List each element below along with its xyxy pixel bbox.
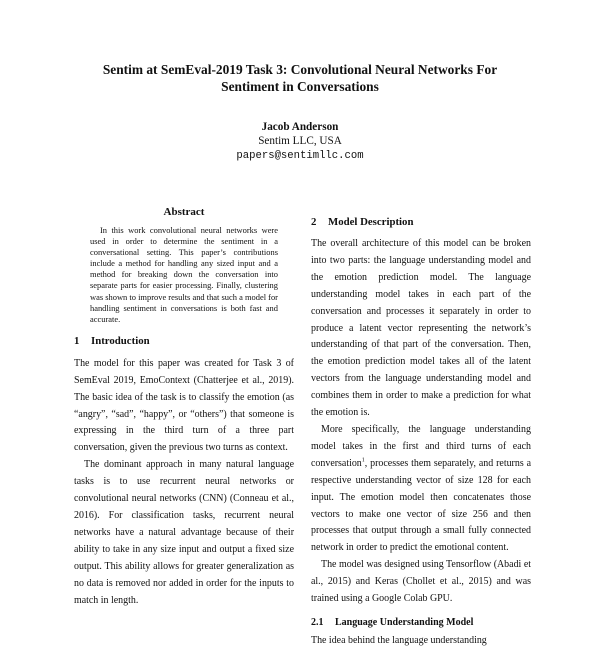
paper-title: [40, 61, 560, 95]
author-email: papers@sentimllc.com: [236, 149, 364, 162]
model-paragraph-2: [311, 422, 531, 557]
subsection-title: Language Understanding Model: [335, 616, 474, 628]
subsection-heading-language-understanding: [311, 616, 531, 629]
model-paragraph-2-text-b: , processes them separately, and returns a respective understanding vector of size 128 for each input. The emotion model then concatenates those vectors to make one vector of size 256 and then processes that output through a small fully connected network in order to predict the emotional content.: [311, 457, 531, 554]
paper-title-line-1: Sentim at SemEval-2019 Task 3: Convolutional Neural Networks For: [102, 62, 498, 77]
section-title: Introduction: [91, 334, 150, 347]
subsection-paragraph: The idea behind the language understanding: [311, 634, 487, 646]
intro-paragraph-2: The dominant approach in many natural language tasks is to use recurrent neural networks or convolutional neural networks (CNN) (Conneau et al., 2016). For classification tasks, recurrent neural networks have a natural advantage because of their ability to take in any size input and output a fixed size output. This ability allows for greater generalization as no data is removed nor added in order for the inputs to match in length.: [74, 459, 294, 606]
model-paragraph-1: The overall architecture of this model can be broken into two parts: the language understanding model and the emotion prediction model. The language understanding model takes in each part of the conversation and processes it separately in order to produce a latent vector representing the network’s understanding of that part of the conversation. Then, the emotion prediction model takes all of the latent vectors from the language understanding model and combines them in order to make a prediction for what the emotion is.: [311, 238, 531, 419]
right-column: [311, 205, 531, 650]
author-block: [40, 120, 560, 163]
footnote-marker: 1: [361, 457, 365, 464]
author-affiliation: Sentim LLC, USA: [258, 135, 342, 148]
model-paragraph-3: The model was designed using Tensorflow (Abadi et al., 2015) and Keras (Chollet et al., 2015) and was trained using a Google Colab GPU.: [311, 559, 531, 605]
section-number: 2: [311, 216, 317, 228]
author-name: Jacob Anderson: [261, 121, 339, 133]
section-title: Model Description: [328, 216, 414, 228]
intro-paragraph-1: The model for this paper was created for Task 3 of SemEval 2019, EmoContext (Chatterjee et al., 2019). The basic idea of the task is to classify the emotion (as “angry”, “sad”, “happy”, or “others”) that someone is expressing in the third turn of a three part conversation, given the previous two turns as context.: [74, 357, 294, 454]
subsection-number: 2.1: [311, 616, 324, 628]
paper-title-line-2: Sentiment in Conversations: [221, 79, 379, 94]
abstract-heading: Abstract: [163, 206, 205, 218]
section-heading-introduction: [74, 334, 294, 348]
model-paragraph-2-text-a: More specifically, the language understanding model takes in the first and third turns of each conversation: [311, 423, 531, 469]
abstract-text: In this work convolutional neural networks were used in order to determine the sentiment in a conversational setting. This paper’s contributions include a method for handling any sized input and a method for breaking down the conversation into separate parts for easier processing. Finally, clustering was shown to improve results and that such a model for handling sentiment in conversations is both fast and accurate.: [90, 225, 278, 324]
section-number: 1: [74, 334, 80, 347]
section-heading-model-description: [311, 215, 531, 229]
left-column: [74, 205, 294, 609]
